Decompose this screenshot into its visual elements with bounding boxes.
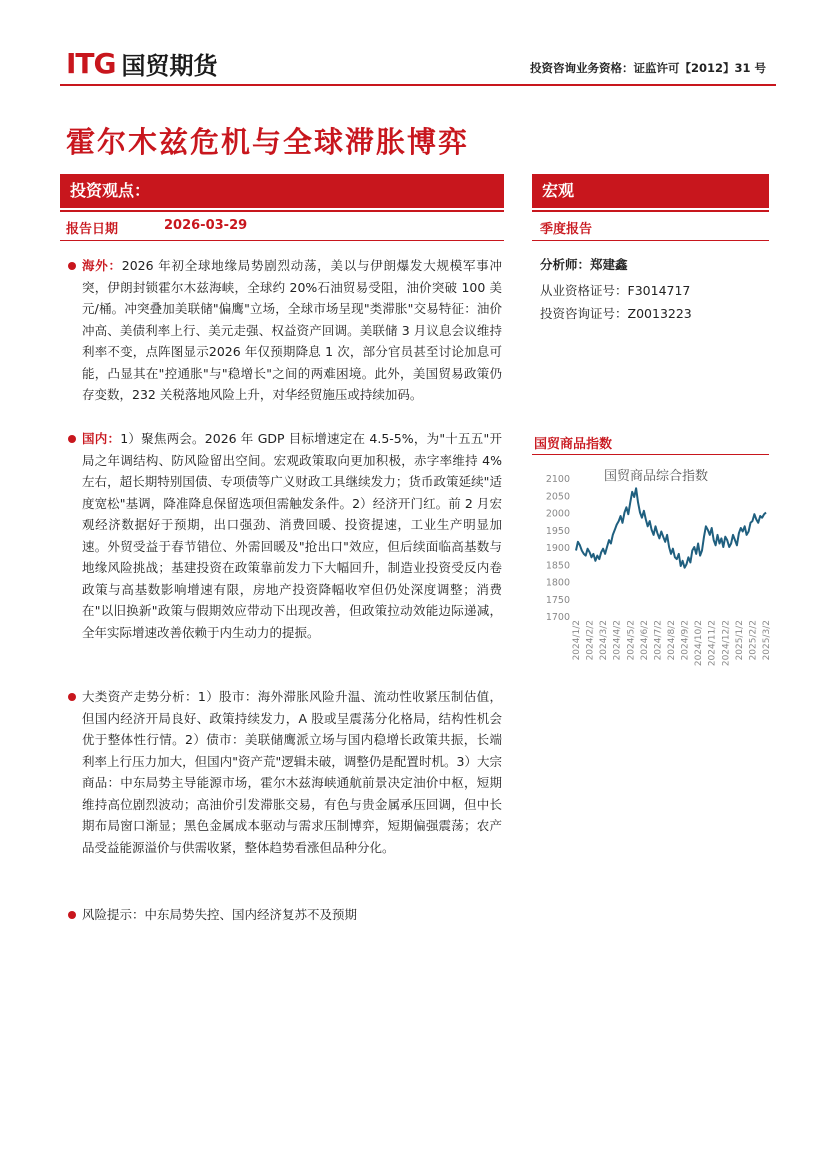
x-tick-label: 2024/4/2 — [612, 620, 623, 661]
report-type-divider — [532, 240, 769, 241]
y-tick-label: 1850 — [545, 560, 570, 572]
y-tick-label: 2050 — [545, 491, 570, 503]
y-tick-label: 1950 — [545, 525, 570, 537]
x-tick-label: 2024/3/2 — [599, 620, 610, 661]
y-tick-label: 1750 — [545, 594, 570, 606]
index-series-line — [576, 488, 766, 567]
paragraph-overseas — [82, 255, 502, 406]
x-tick-label: 2024/11/2 — [707, 620, 718, 667]
analyst-row — [540, 254, 628, 275]
x-tick-label: 2024/10/2 — [694, 620, 705, 667]
bullet-icon — [68, 911, 76, 919]
chart-title: 国贸商品综合指数 — [603, 469, 709, 484]
date-label: 报告日期 — [66, 222, 119, 237]
analyst-label: 分析师： — [540, 257, 591, 272]
paragraph-lead: 国内： — [82, 431, 121, 446]
qualification-label: 从业资格证号： — [540, 283, 628, 298]
section-bar-viewpoint — [60, 174, 504, 208]
date-value: 2026-03-29 — [164, 218, 248, 233]
qualification-number: F3014717 — [627, 283, 691, 298]
report-type: 季度报告 — [540, 222, 593, 237]
x-tick-label: 2025/1/2 — [734, 620, 745, 661]
bullet-icon — [68, 262, 76, 270]
consulting-label: 投资咨询证号： — [540, 306, 628, 321]
bullet-icon — [68, 435, 76, 443]
x-tick-label: 2024/9/2 — [680, 620, 691, 661]
x-tick-label: 2025/3/2 — [762, 620, 772, 661]
consulting-row — [540, 303, 692, 324]
logo-company-name: 国贸期货 — [121, 51, 218, 80]
analyst-name: 郑建鑫 — [590, 257, 628, 272]
x-tick-label: 2024/12/2 — [721, 620, 732, 667]
x-tick-label: 2024/7/2 — [653, 620, 664, 661]
section-bar-underline — [60, 210, 504, 212]
y-tick-label: 1800 — [545, 577, 570, 589]
index-divider — [532, 454, 769, 455]
qualification-row — [540, 280, 690, 301]
section-label-category: 宏观 — [542, 181, 575, 200]
section-label-viewpoint: 投资观点： — [70, 181, 151, 200]
paragraph-lead: 海外： — [82, 258, 122, 273]
date-divider — [60, 240, 504, 241]
paragraph-body: 1）聚焦两会。2026 年 GDP 目标增速定在 4.5-5%，为"十五五"开局之年调结构、防风险留出空间。宏观政策取向更加积极，赤字率维持 4%左右，超长期特别国债、专项债等广义财政工具继续发力；货币政策延续"适度宽松"基调，降准降息保留选项但需触发条件。2）经济开门红。前 2 月宏观经济数据好于预期，出口强劲、消费回暖、投资提速，工业生产明显加速。外贸受益于春节错位、外需回暖及"抢出口"效应，但后续面临高基数与地缘风险挑战；基建投资在政策靠前发力下大幅回升，制造业投资受反内卷政策与高基数影响增速有限，房地产投资降幅收窄但仍处深度调整；消费在"以旧换新"政策与假期效应带动下出现改善，但政策拉动效能边际递减，全年实际增速改善依赖于内生动力的提振。 — [82, 431, 502, 640]
license-text: 投资咨询业务资格：证监许可【2012】31 号 — [529, 61, 766, 75]
section-bar-category — [532, 174, 769, 208]
paragraph-body: 2026 年初全球地缘局势剧烈动荡，美以与伊朗爆发大规模军事冲突，伊朗封锁霍尔木兹海峡，全球约 20%石油贸易受阻，油价突破 100 美元/桶。冲突叠加美联储"偏鹰"立场，全球市场呈现"类滞胀"交易特征：油价冲高、美债利率上行、美元走强、权益资产回调。美联储 3 月议息会议维持利率不变，点阵图显示2026 年仅预期降息 1 次，部分官员甚至讨论加息可能，凸显其在"控通胀"与"稳增长"之间的两难困境。此外，美国贸易政策仍存变数，232 关税落地风险上升，对华经贸施压或持续加码。 — [82, 258, 502, 402]
y-tick-label: 2100 — [545, 474, 570, 485]
section-bar-underline — [532, 210, 769, 212]
y-tick-label: 2000 — [545, 508, 570, 520]
bullet-icon — [68, 693, 76, 701]
commodity-index-chart — [534, 458, 770, 690]
y-tick-label: 1700 — [545, 612, 570, 623]
logo-itg-mark: ITG — [66, 46, 116, 80]
paragraph-risk — [82, 904, 502, 926]
index-section-label: 国贸商品指数 — [534, 437, 613, 452]
paragraph-assets — [82, 686, 502, 858]
y-tick-label: 1900 — [545, 543, 570, 554]
paragraph-body: 大类资产走势分析：1）股市：海外滞胀风险升温、流动性收紧压制估值，但国内经济开局良好、政策持续发力，A 股或呈震荡分化格局，结构性机会优于整体性行情。2）债市：美联储鹰派立场与国内稳增长政策共振，长端利率上行压力加大，但国内"资产荒"逻辑未破，调整仍是配置时机。3）大宗商品：中东局势主导能源市场，霍尔木兹海峡通航前景决定油价中枢，短期维持高位剧烈波动；高油价引发滞胀交易，有色与贵金属承压回调，但中长期布局窗口渐显；黑色金属成本驱动与需求压制博弈，短期偏强震荡；农产品受益能源溢价与供需收紧，整体趋势看涨但品种分化。 — [82, 689, 502, 855]
x-tick-label: 2024/6/2 — [639, 620, 650, 661]
x-tick-label: 2024/2/2 — [585, 620, 596, 661]
x-tick-label: 2025/2/2 — [748, 620, 759, 661]
company-logo — [66, 46, 218, 80]
consulting-number: Z0013223 — [627, 306, 692, 321]
x-tick-label: 2024/1/2 — [572, 620, 582, 661]
x-tick-label: 2024/8/2 — [667, 620, 677, 661]
paragraph-domestic — [82, 428, 502, 643]
paragraph-body: 风险提示：中东局势失控、国内经济复苏不及预期 — [82, 907, 358, 922]
report-title: 霍尔木兹危机与全球滞胀博弈 — [66, 125, 470, 159]
x-tick-label: 2024/5/2 — [626, 620, 637, 661]
header-divider — [60, 84, 776, 86]
